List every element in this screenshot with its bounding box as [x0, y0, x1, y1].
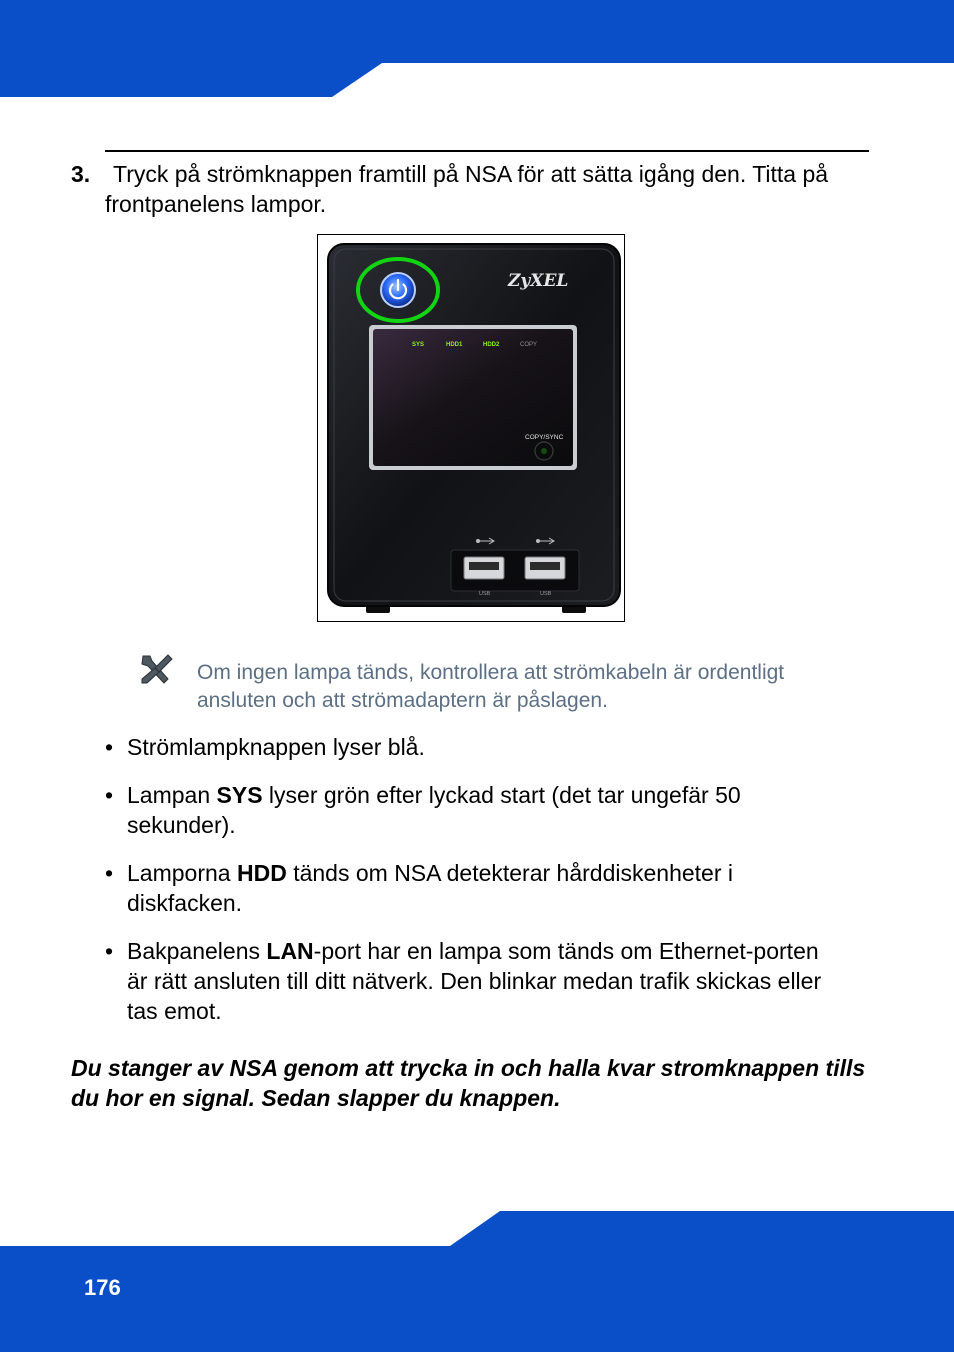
sys-term: SYS: [216, 782, 263, 808]
lan-term: LAN: [266, 938, 314, 964]
step-text: Tryck på strömknappen framtill på NSA för att sätta igång den. Titta på frontpanelens lampor.: [105, 161, 829, 217]
usb-port: [525, 557, 565, 579]
step-number: 3.: [71, 161, 91, 187]
nsa-front-panel-figure: [317, 234, 625, 622]
copy-sync-button: [535, 442, 553, 460]
status-bullet-list: [105, 732, 845, 1044]
led-label-hdd1: HDD1: [446, 342, 463, 348]
note-text: Om ingen lampa tänds, kontrollera att strömkabeln är ordentligt ansluten och att strömadaptern är påslagen.: [197, 661, 785, 712]
shutdown-instruction: Du stanger av NSA genom att trycka in och halla kvar stromknappen tills du hor en signal. Sedan slapper du knappen.: [71, 1055, 866, 1111]
usb-label: USB: [540, 591, 552, 597]
page-number: 176: [84, 1275, 121, 1300]
bullet-glyph: •: [105, 860, 114, 886]
bullet-glyph: •: [105, 734, 114, 760]
list-item: • Bakpanelens LAN-port har en lampa som tänds om Ethernet-porten är rätt ansluten till ditt nätverk. Den blinkar medan trafik skickas eller tas emot.: [105, 938, 822, 1024]
header-band-shape: [0, 0, 954, 97]
led-label-sys: SYS: [412, 342, 425, 348]
bullet-glyph: •: [105, 938, 114, 964]
list-item: • Lamporna HDD tänds om NSA detekterar hårddiskenheter i diskfacken.: [105, 860, 733, 916]
tools-icon: [138, 652, 174, 686]
usb-port: [464, 557, 504, 579]
section-rule: [105, 150, 869, 152]
copy-sync-label: COPY/SYNC: [525, 434, 564, 441]
hdd-term: HDD: [236, 860, 287, 886]
header-band: [0, 0, 954, 97]
bullet-glyph: •: [105, 782, 114, 808]
led-label-copy: COPY: [520, 342, 538, 348]
list-item: • Lampan SYS lyser grön efter lyckad start (det tar ungefär 50 sekunder).: [105, 782, 741, 838]
power-button-icon: [381, 273, 415, 307]
brand-logo: ZyXEL: [508, 271, 569, 291]
usb-label: USB: [479, 591, 491, 597]
led-label-hdd2: HDD2: [483, 342, 500, 348]
list-item: • Strömlampknappen lyser blå.: [105, 734, 425, 760]
footer-band: [0, 1211, 954, 1352]
nsa-device-illustration: [318, 235, 624, 621]
footer-band-shape: [0, 1211, 954, 1352]
